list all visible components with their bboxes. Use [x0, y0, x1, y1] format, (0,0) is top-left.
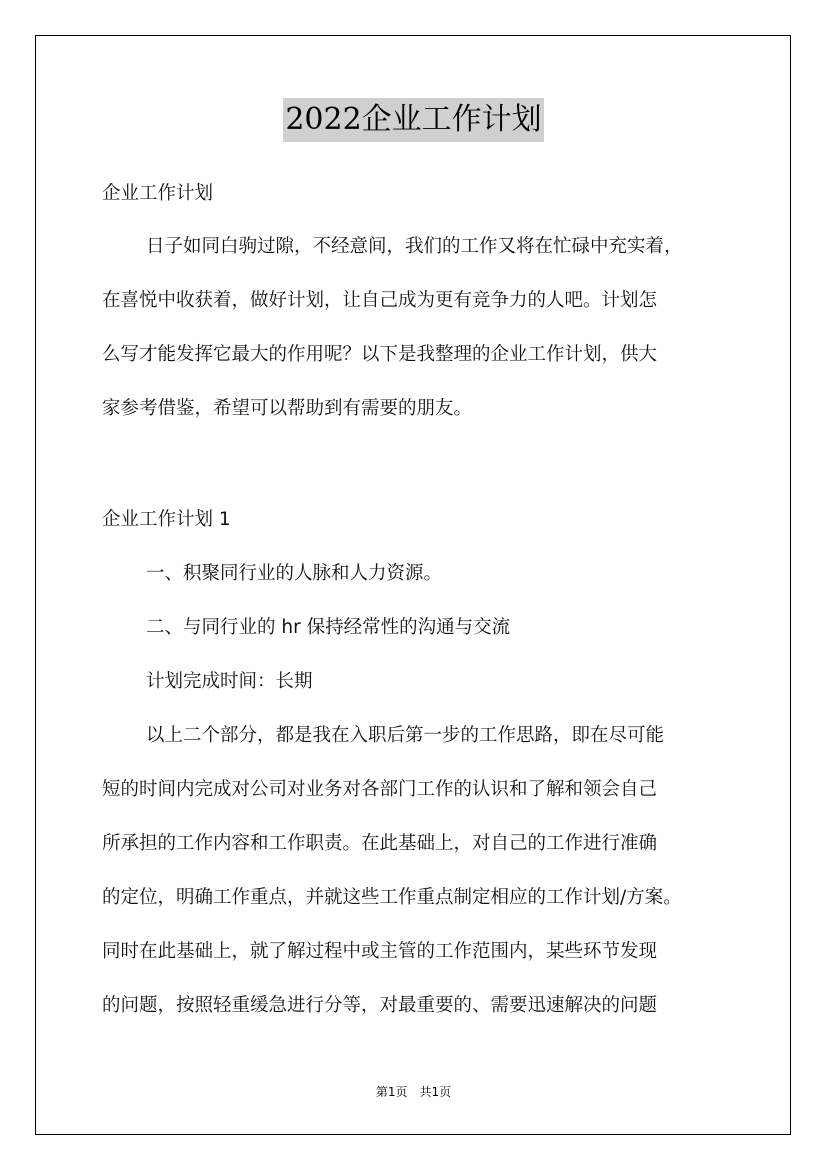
list-item: 一、积聚同行业的人脉和人力资源。 [146, 563, 443, 584]
paragraph-line: 在喜悦中收获着，做好计划，让自己成为更有竞争力的人吧。计划怎 [102, 290, 658, 311]
paragraph-line: 家参考借鉴，希望可以帮助到有需要的朋友。 [102, 398, 473, 419]
paragraph-line: 同时在此基础上，就了解过程中或主管的工作范围内，某些环节发现 [102, 941, 658, 962]
list-item: 二、与同行业的 hr 保持经常性的沟通与交流 [146, 617, 511, 638]
paragraph-line: 的问题，按照轻重缓急进行分等，对最重要的、需要迅速解决的问题 [102, 995, 658, 1016]
paragraph-line: 日子如同白驹过隙，不经意间，我们的工作又将在忙碌中充实着， [146, 236, 683, 257]
page-footer: 第1页 共1页 [375, 1085, 452, 1099]
section-heading: 企业工作计划 1 [102, 509, 231, 530]
document-title: 2022企业工作计划 [283, 98, 543, 142]
paragraph-line: 的定位，明确工作重点，并就这些工作重点制定相应的工作计划/方案。 [102, 887, 682, 908]
title-container [0, 98, 827, 142]
paragraph-line: 计划完成时间：长期 [146, 671, 313, 692]
paragraph-line: 所承担的工作内容和工作职责。在此基础上，对自己的工作进行准确 [102, 833, 658, 854]
paragraph-line: 短的时间内完成对公司对业务对各部门工作的认识和了解和领会自己 [102, 779, 658, 800]
paragraph-line: 以上二个部分，都是我在入职后第一步的工作思路，即在尽可能 [146, 725, 665, 746]
section-heading: 企业工作计划 [102, 183, 214, 204]
paragraph-line: 么写才能发挥它最大的作用呢？以下是我整理的企业工作计划，供大 [102, 344, 658, 365]
